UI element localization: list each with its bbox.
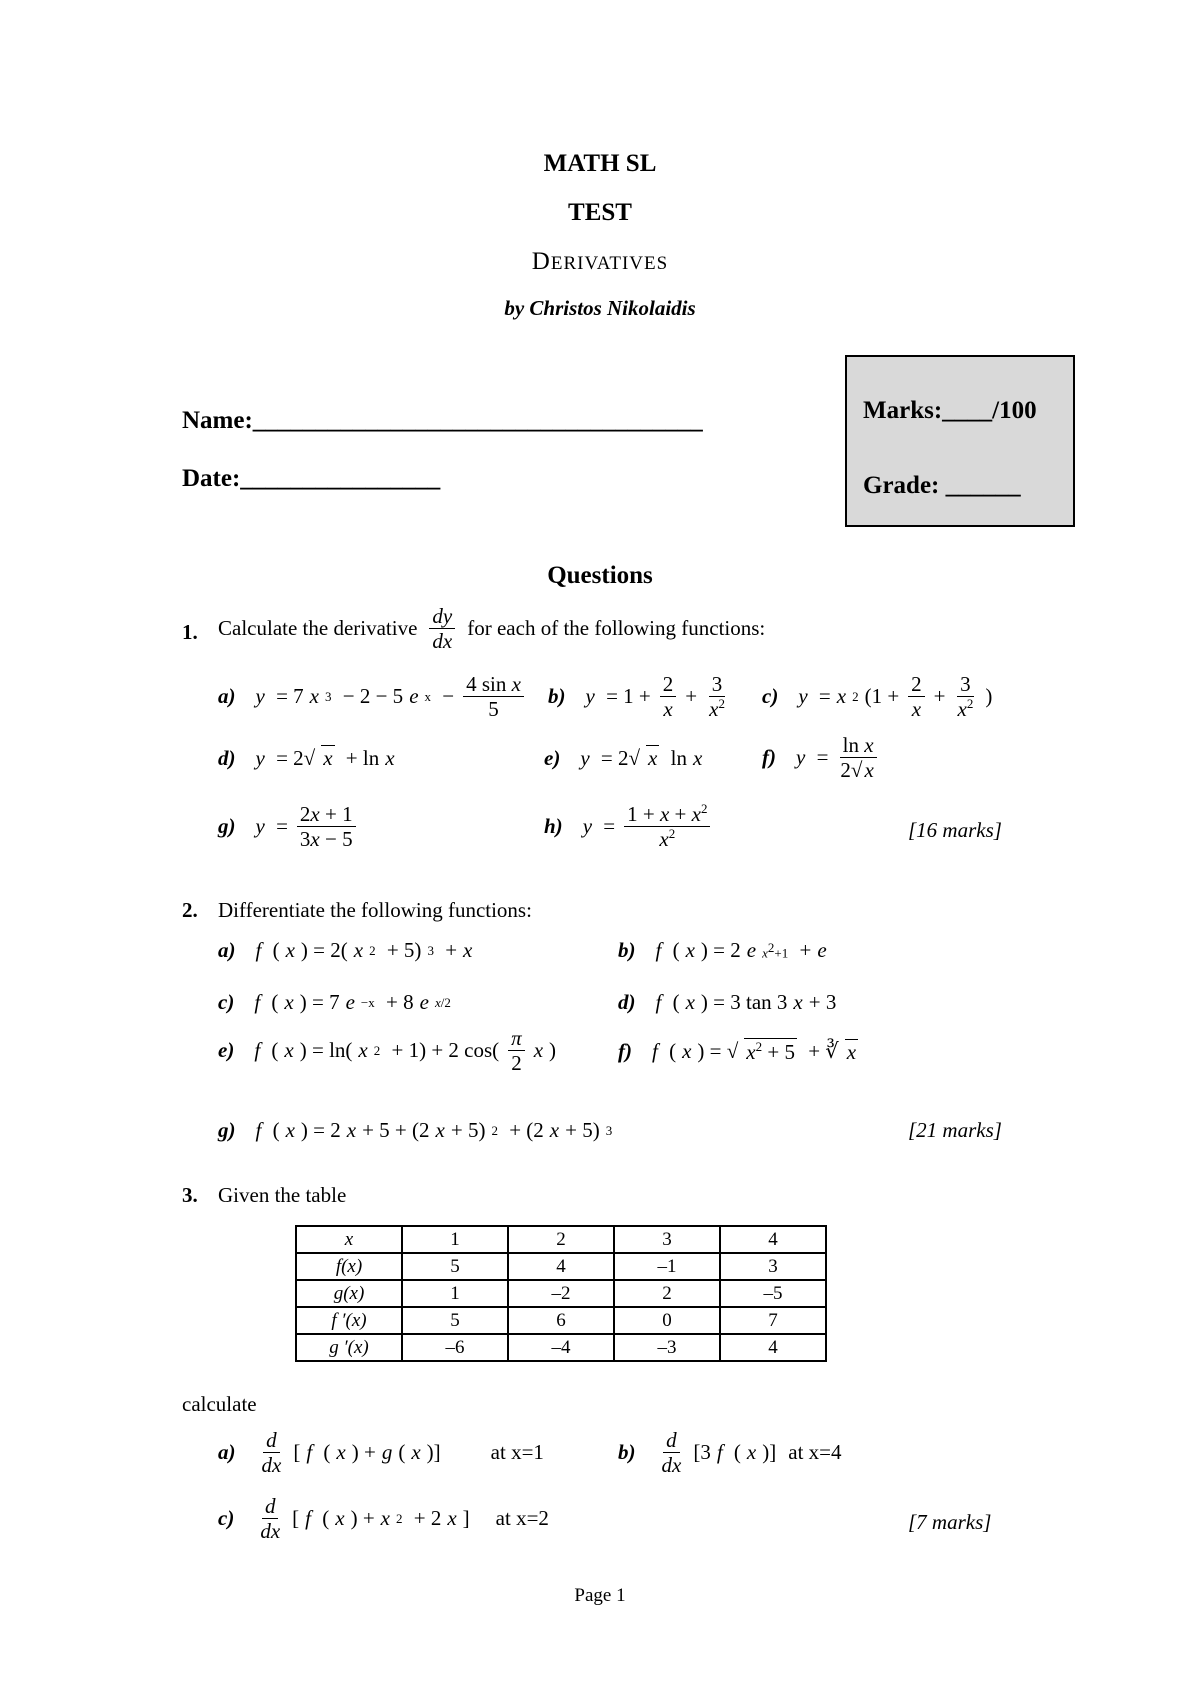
table-cell: –5: [720, 1280, 826, 1307]
q1-text-after: for each of the following functions:: [467, 616, 766, 641]
q3-item-a: a) $\frac{d}{dx}$ [ f ( x ) + g ( x )] at x=1: [218, 1428, 544, 1478]
q1-item-d: d) y = 2√ x + ln x: [218, 745, 395, 770]
table-cell: g(x): [296, 1280, 402, 1307]
q2-item-b: b) f ( x ) = 2 e $x^2+1$ + e: [618, 938, 827, 962]
q2-item-d: d) f ( x ) = 3 tan 3 x + 3: [618, 990, 837, 1014]
title-course: MATH SL: [543, 150, 657, 177]
q2-item-c: c) f ( x ) = 7 e −x + 8 e x/2: [218, 990, 451, 1014]
table-cell: 4: [508, 1253, 614, 1280]
table-row: [296, 1334, 826, 1361]
name-field[interactable]: Name:____________________________________: [182, 407, 703, 434]
q1-item-e: e) y = 2√ x ln x: [544, 745, 703, 770]
page-number: Page 1: [574, 1585, 626, 1606]
q2-item-f: f) f ( x ) = √ $x^2 + 5$ + ∛ x: [618, 1039, 857, 1064]
table-cell: 3: [614, 1226, 720, 1253]
q3-item-c: c) $\frac{d}{dx}$ [ f ( x ) + x 2 + 2 x ] at x=2: [218, 1494, 549, 1544]
table-cell: 5: [402, 1253, 508, 1280]
table-cell: 1: [402, 1280, 508, 1307]
score-box: [845, 355, 1075, 527]
table-cell: 2: [614, 1280, 720, 1307]
values-table: [295, 1225, 827, 1362]
q3-item-b: b) $\frac{d}{dx}$ [3 f ( x )] at x=4: [618, 1428, 842, 1478]
q3-b-at: at x=4: [788, 1440, 842, 1465]
table-row: [296, 1307, 826, 1334]
q1-item-c: c) y = x 2 (1 + $\frac{2}{x}$ + $\frac{3}{x^2}$ ): [762, 672, 993, 722]
section-title: Questions: [547, 562, 653, 589]
q3-number: 3.: [182, 1183, 198, 1207]
q1-marks: [16 marks]: [908, 818, 1002, 842]
subject-rest: ERIVATIVES: [550, 253, 669, 274]
q2-text: Differentiate the following functions:: [218, 898, 532, 922]
table-cell: 6: [508, 1307, 614, 1334]
author: by Christos Nikolaidis: [504, 296, 696, 320]
q1-item-f: f) y = $\frac{\text{ln x}}{2√x}$: [762, 733, 882, 782]
table-row: [296, 1280, 826, 1307]
table-cell: –2: [508, 1280, 614, 1307]
table-cell: 0: [614, 1307, 720, 1334]
table-cell: 5: [402, 1307, 508, 1334]
table-row: [296, 1226, 826, 1253]
table-cell: f(x): [296, 1253, 402, 1280]
table-cell: –6: [402, 1334, 508, 1361]
title-test: TEST: [568, 199, 632, 226]
table-cell: 3: [720, 1253, 826, 1280]
subject-initial: D: [531, 248, 551, 275]
table-cell: 1: [402, 1226, 508, 1253]
dy-dx-fraction: $\frac{dy}{dx}$: [429, 604, 455, 653]
q3-calculate: calculate: [182, 1392, 257, 1416]
q1-item-b: b) y = 1 + $\frac{2}{x}$ + $\frac{3}{x^2}$: [548, 672, 725, 722]
grade-field[interactable]: Grade: ______: [863, 472, 1021, 499]
table-cell: 2: [508, 1226, 614, 1253]
table-cell: –4: [508, 1334, 614, 1361]
title-subject: [0, 248, 1200, 276]
table-cell: x: [296, 1226, 402, 1253]
table-cell: –1: [614, 1253, 720, 1280]
q1-item-g: g) y = $\frac{2x + 1}{3x - 5}$: [218, 802, 359, 851]
q2-number: 2.: [182, 898, 198, 922]
q1-number: 1.: [182, 620, 198, 644]
q2-item-g: g) f ( x ) = 2 x + 5 + (2 x + 5) 2 + (2 x + 5) 3: [218, 1118, 613, 1142]
q3-marks: [7 marks]: [908, 1510, 992, 1534]
q2-item-e: e) f ( x ) = ln( x 2 + 1) + 2 cos( $\frac{\pi}{2}$ x ): [218, 1026, 557, 1076]
table-cell: 4: [720, 1226, 826, 1253]
table-cell: 7: [720, 1307, 826, 1334]
q3-text: Given the table: [218, 1183, 347, 1207]
table-cell: 4: [720, 1334, 826, 1361]
table-cell: –3: [614, 1334, 720, 1361]
q1-item-h: h) y = $\frac{1 + x + x^2}{x^2}$: [544, 802, 713, 851]
q3-c-at: at x=2: [495, 1506, 549, 1531]
q1-item-a: a) y = 7 x 3 − 2 − 5 e x − $\frac{\text{4 sin x}}{5}$: [218, 672, 527, 721]
q1-prompt: [218, 604, 765, 653]
q2-marks: [21 marks]: [908, 1118, 1002, 1142]
table-cell: f ′(x): [296, 1307, 402, 1334]
marks-field[interactable]: Marks:____/100: [863, 397, 1037, 424]
table-cell: g ′(x): [296, 1334, 402, 1361]
date-field[interactable]: Date:________________: [182, 465, 441, 492]
q3-a-at: at x=1: [490, 1440, 544, 1465]
q1-text-before: Calculate the derivative: [218, 616, 418, 641]
q2-item-a: a) f ( x ) = 2( x 2 + 5) 3 + x: [218, 938, 473, 962]
table-row: [296, 1253, 826, 1280]
